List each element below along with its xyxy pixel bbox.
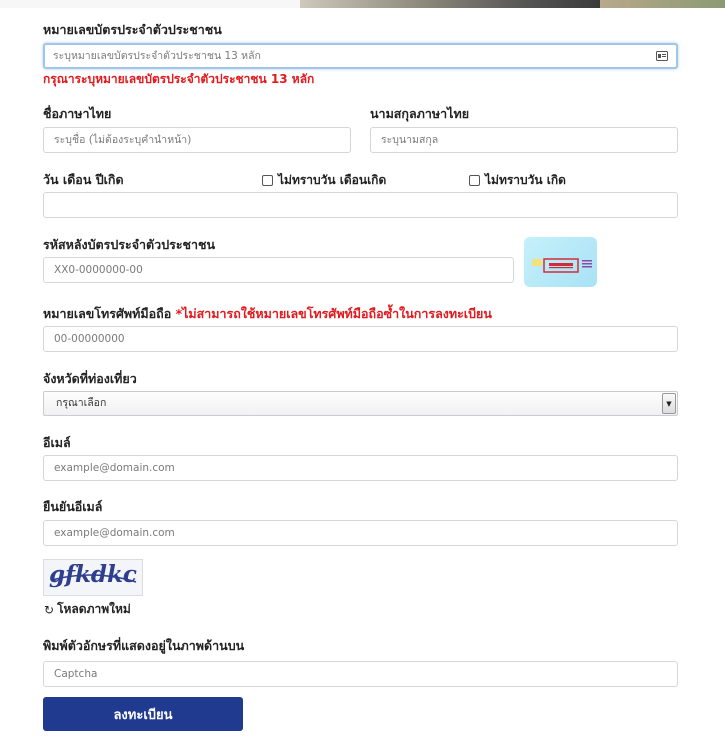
unknown-day-month-checkbox[interactable] — [262, 171, 386, 190]
laser-code-label: รหัสหลังบัตรประจำตัวประชาชน — [43, 237, 216, 252]
phone-note: *ไม่สามารถใช้หมายเลขโทรศัพท์มือถือซ้ำในการลงทะเบียน — [175, 306, 492, 321]
id-card-error: กรุณาระบุหมายเลขบัตรประจำตัวประชาชน 13 หลัก — [43, 72, 315, 86]
phone-placeholder: 00-00000000 — [54, 333, 125, 345]
card-back-icon — [524, 237, 597, 287]
first-name-input[interactable] — [43, 127, 351, 153]
register-button[interactable]: ลงทะเบียน — [43, 697, 243, 731]
captcha-image-text: gfkdkc — [49, 561, 137, 588]
first-name-label: ชื่อภาษาไทย — [43, 106, 112, 121]
captcha-image — [43, 559, 143, 596]
id-card-placeholder: ระบุหมายเลขบัตรประจำตัวประชาชน 13 หลัก — [53, 50, 261, 62]
first-name-placeholder: ระบุชื่อ (ไม่ต้องระบุคำนำหน้า) — [54, 134, 192, 146]
captcha-reload-button[interactable] — [44, 600, 131, 619]
id-card-input[interactable] — [43, 43, 678, 69]
province-label: จังหวัดที่ท่องเที่ยว — [43, 371, 137, 386]
dropdown-arrow-icon[interactable]: ▼ — [662, 393, 676, 414]
unknown-day-label: ไม่ทราบวัน เกิด — [485, 173, 566, 187]
email-confirm-input[interactable] — [43, 520, 678, 546]
captcha-input[interactable] — [43, 661, 678, 687]
captcha-reload-label: โหลดภาพใหม่ — [57, 602, 131, 616]
last-name-label: นามสกุลภาษาไทย — [370, 106, 470, 121]
captcha-label: พิมพ์ตัวอักษรที่แสดงอยู่ในภาพด้านบน — [43, 638, 245, 653]
birth-date-input[interactable] — [43, 192, 678, 218]
province-select[interactable] — [43, 391, 678, 416]
card-back-graphic — [524, 237, 597, 287]
laser-code-placeholder: XX0-0000000-00 — [54, 264, 143, 276]
header-image-strip — [0, 0, 725, 8]
header-image-part — [600, 0, 725, 8]
laser-code-input[interactable] — [43, 257, 514, 283]
email-placeholder: example@domain.com — [54, 462, 175, 474]
phone-label-text: หมายเลขโทรศัพท์มือถือ — [43, 306, 172, 321]
email-input[interactable] — [43, 455, 678, 481]
phone-input[interactable] — [43, 326, 678, 352]
birth-date-label: วัน เดือน ปีเกิด — [43, 172, 124, 187]
id-card-icon — [656, 51, 668, 61]
email-confirm-label: ยืนยันอีเมล์ — [43, 499, 103, 514]
checkbox-box[interactable] — [469, 175, 480, 186]
email-label: อีเมล์ — [43, 435, 71, 450]
captcha-placeholder: Captcha — [54, 668, 98, 680]
reload-icon[interactable]: ↻ — [44, 602, 55, 617]
id-card-label: หมายเลขบัตรประจำตัวประชาชน — [43, 22, 222, 37]
captcha-strike — [44, 560, 143, 596]
province-selected: กรุณาเลือก — [56, 397, 107, 409]
unknown-day-checkbox[interactable] — [469, 171, 566, 190]
unknown-day-month-label: ไม่ทราบวัน เดือนเกิด — [278, 173, 387, 187]
header-image-part — [300, 0, 600, 8]
last-name-placeholder: ระบุนามสกุล — [381, 134, 439, 146]
phone-label — [43, 304, 492, 324]
last-name-input[interactable] — [370, 127, 678, 153]
header-image-part — [0, 0, 300, 8]
email-confirm-placeholder: example@domain.com — [54, 527, 175, 539]
checkbox-box[interactable] — [262, 175, 273, 186]
